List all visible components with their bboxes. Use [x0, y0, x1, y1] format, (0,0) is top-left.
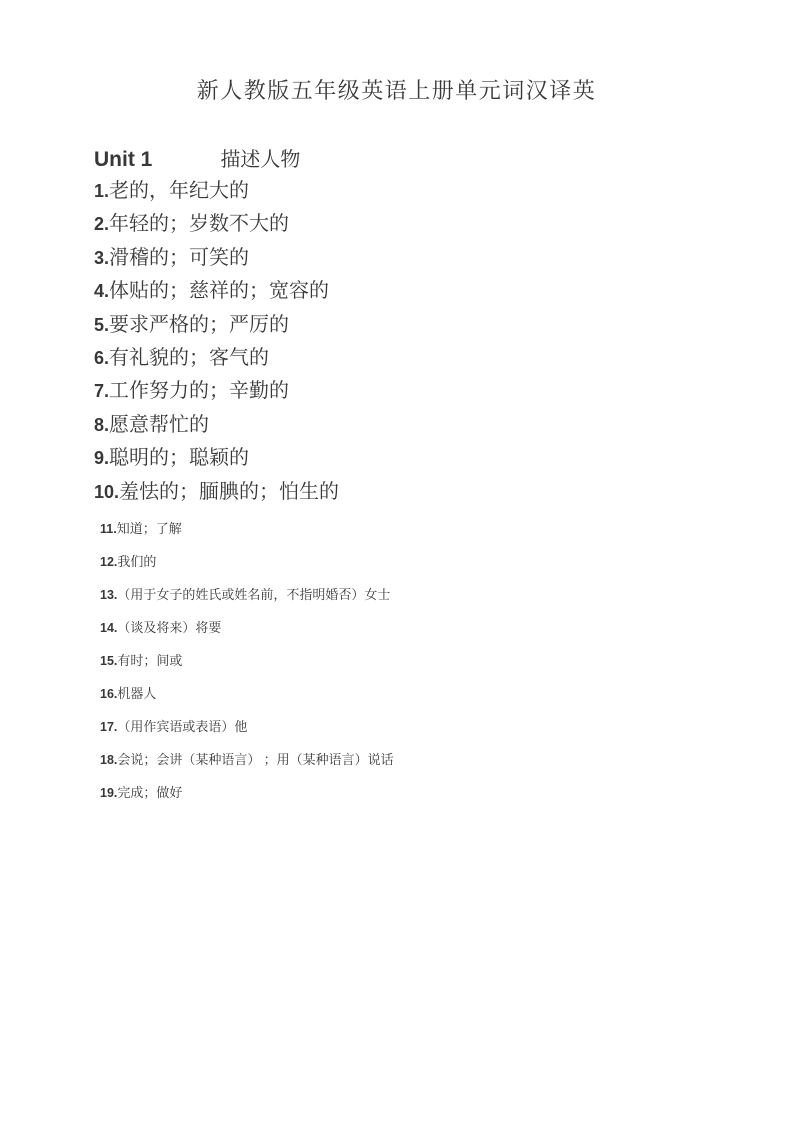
vocab-item-text: 年轻的；岁数不大的 [109, 213, 290, 236]
vocab-item-number: 10. [94, 481, 120, 502]
vocab-item-text: 有礼貌的；客气的 [109, 346, 270, 369]
vocab-item-text: 知道；了解 [116, 521, 182, 536]
vocab-item-5 [94, 309, 339, 342]
vocab-item-text: 会说；会讲（某种语言） ；用（某种语言）说话 [117, 752, 394, 767]
vocab-item-text: 工作努力的；辛勤的 [109, 380, 290, 403]
vocab-item-text: 羞怯的；腼腆的；怕生的 [119, 480, 340, 503]
vocab-list-large [94, 175, 339, 509]
vocab-item-text: 滑稽的；可笑的 [109, 246, 250, 269]
vocab-item-text: （谈及将来）将要 [117, 620, 222, 635]
vocab-item-1 [94, 175, 339, 208]
vocab-item-text: 有时；间或 [117, 653, 183, 668]
unit-label: Unit 1 [94, 148, 153, 171]
vocab-item-text: 愿意帮忙的 [109, 413, 210, 436]
vocab-item-17 [100, 710, 394, 743]
vocab-item-text: （用作宾语或表语）他 [117, 719, 248, 734]
vocab-item-18 [100, 743, 394, 776]
vocab-item-15 [100, 644, 394, 677]
vocab-item-number: 8. [94, 414, 110, 435]
unit-topic: 描述人物 [220, 149, 301, 171]
vocab-item-text: 老的，年纪大的 [109, 180, 250, 202]
vocab-item-13 [100, 578, 394, 611]
vocab-item-19 [100, 776, 394, 809]
vocab-item-number: 9. [94, 448, 110, 469]
vocab-item-11 [100, 512, 394, 545]
vocab-item-number: 2. [94, 214, 110, 235]
vocab-item-number: 6. [94, 347, 110, 368]
vocab-item-12 [100, 545, 394, 578]
vocab-item-number: 11. [100, 522, 117, 536]
vocab-list-small [100, 512, 394, 809]
vocab-item-number: 13. [100, 588, 118, 602]
vocab-item-10 [94, 476, 339, 509]
vocab-item-number: 1. [94, 181, 110, 201]
vocab-item-number: 4. [94, 281, 110, 302]
vocab-item-number: 16. [100, 687, 118, 701]
vocab-item-8 [94, 409, 339, 442]
vocab-item-number: 18. [100, 753, 118, 767]
vocab-item-number: 3. [94, 247, 110, 268]
vocab-item-number: 14. [100, 621, 118, 635]
vocab-item-7 [94, 375, 339, 408]
vocab-item-3 [94, 242, 339, 275]
vocab-item-number: 7. [94, 381, 110, 402]
vocab-item-number: 15. [100, 654, 118, 668]
vocab-item-text: 我们的 [117, 554, 157, 569]
vocab-item-number: 5. [94, 314, 110, 335]
vocab-item-number: 12. [100, 555, 118, 569]
vocab-item-text: （用于女子的姓氏或姓名前，不指明婚否）女士 [117, 587, 391, 602]
vocab-item-text: 完成；做好 [117, 785, 183, 800]
vocab-item-9 [94, 442, 339, 475]
vocab-item-14 [100, 611, 394, 644]
vocab-item-2 [94, 208, 339, 241]
vocab-item-4 [94, 275, 339, 308]
vocab-item-number: 17. [100, 720, 118, 734]
unit-heading [94, 143, 300, 172]
vocab-item-text: 聪明的；聪颖的 [109, 447, 250, 470]
vocab-item-text: 机器人 [117, 686, 157, 701]
vocab-item-number: 19. [100, 786, 118, 800]
vocab-item-16 [100, 677, 394, 710]
vocab-item-text: 要求严格的；严厉的 [109, 313, 290, 336]
vocab-item-text: 体贴的；慈祥的；宽容的 [109, 280, 330, 303]
document-title: 新人教版五年级英语上册单元词汉译英 [196, 78, 597, 103]
vocab-item-6 [94, 342, 339, 375]
